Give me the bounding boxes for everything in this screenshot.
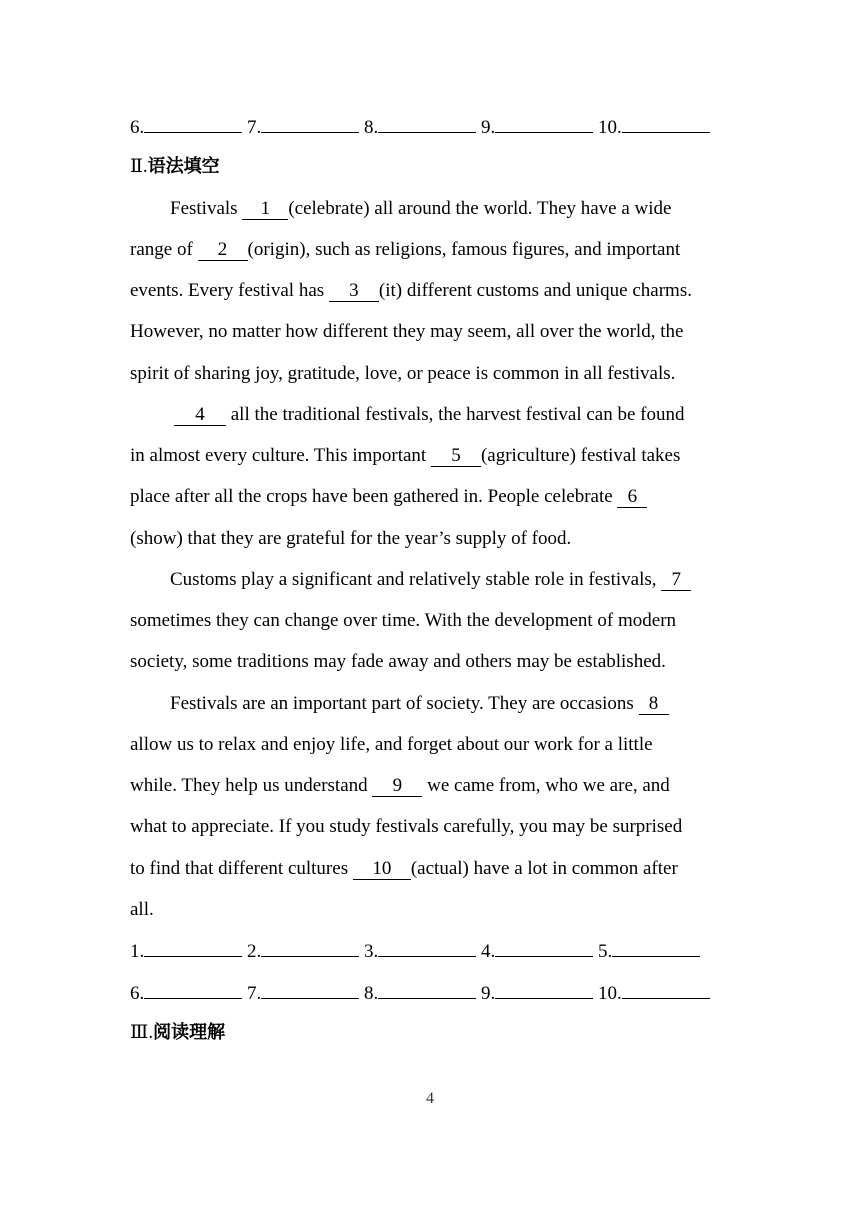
blank-8[interactable]: 8	[639, 694, 669, 715]
answer-label: 5.	[598, 941, 613, 962]
answer-blank[interactable]	[622, 980, 710, 999]
answer-blank[interactable]	[261, 114, 359, 133]
paragraph-line: place after all the crops have been gathered in. People celebrate 6	[130, 484, 730, 510]
answer-row-1	[130, 938, 730, 965]
answer-blank[interactable]	[261, 938, 359, 957]
answer-blank[interactable]	[261, 980, 359, 999]
paragraph-line: Festivals are an important part of society. They are occasions 8	[170, 691, 730, 717]
section-number: Ⅲ.	[130, 1022, 154, 1043]
paragraph-line: in almost every culture. This important 5 (agriculture) festival takes	[130, 445, 681, 466]
section-heading-reading	[130, 1020, 730, 1046]
blank-1[interactable]: 1	[242, 199, 288, 220]
paragraph-line: Customs play a significant and relatively stable role in festivals, 7	[170, 567, 730, 593]
section-title: 语法填空	[147, 156, 220, 177]
blank-7[interactable]: 7	[661, 570, 691, 591]
answer-blank[interactable]	[378, 980, 476, 999]
answer-label: 1.	[130, 941, 145, 962]
answer-label: 8.	[364, 983, 379, 1004]
answer-label: 8.	[364, 117, 379, 138]
answer-blank[interactable]	[495, 114, 593, 133]
paragraph-line: what to appreciate. If you study festivals carefully, you may be surprised	[130, 816, 683, 837]
answer-label: 6.	[130, 117, 145, 138]
answer-label: 10.	[598, 983, 622, 1004]
answer-blank[interactable]	[622, 114, 710, 133]
answer-label: 4.	[481, 941, 496, 962]
answer-blank[interactable]	[144, 938, 242, 957]
paragraph-line: However, no matter how different they may seem, all over the world, the	[130, 321, 684, 342]
answer-blank[interactable]	[144, 114, 242, 133]
section-number: Ⅱ.	[130, 156, 148, 177]
answer-row-top	[130, 114, 730, 141]
paragraph-line: allow us to relax and enjoy life, and forget about our work for a little	[130, 734, 653, 755]
paragraph-line: sometimes they can change over time. With the development of modern	[130, 610, 677, 631]
answer-label: 2.	[247, 941, 262, 962]
answer-label: 9.	[481, 117, 496, 138]
section-heading-grammar	[130, 154, 730, 180]
blank-6[interactable]: 6	[617, 487, 647, 508]
answer-label: 3.	[364, 941, 379, 962]
paragraph-line: range of 2 (origin), such as religions, famous figures, and important	[130, 239, 681, 260]
section-title: 阅读理解	[153, 1022, 226, 1043]
blank-2[interactable]: 2	[198, 240, 248, 261]
paragraph-line: Festivals 1 (celebrate) all around the world. They have a wide	[170, 198, 672, 219]
answer-blank[interactable]	[612, 938, 700, 957]
answer-label: 7.	[247, 983, 262, 1004]
answer-label: 6.	[130, 983, 145, 1004]
answer-blank[interactable]	[144, 980, 242, 999]
paragraph-line: while. They help us understand 9 we came from, who we are, and	[130, 775, 670, 796]
page-number: 4	[426, 1090, 434, 1107]
blank-5[interactable]: 5	[431, 446, 481, 467]
paragraph-line: 4 all the traditional festivals, the harvest festival can be found	[174, 402, 730, 428]
answer-label: 7.	[247, 117, 262, 138]
paragraph-line: spirit of sharing joy, gratitude, love, or peace is common in all festivals.	[130, 363, 676, 384]
paragraph-line: to find that different cultures 10 (actual) have a lot in common after	[130, 858, 678, 879]
paragraph-line: all.	[130, 899, 154, 920]
answer-label: 10.	[598, 117, 622, 138]
paragraph-line: events. Every festival has 3 (it) different customs and unique charms.	[130, 280, 692, 301]
answer-blank[interactable]	[378, 114, 476, 133]
answer-blank[interactable]	[378, 938, 476, 957]
blank-10[interactable]: 10	[353, 859, 411, 880]
blank-9[interactable]: 9	[372, 776, 422, 797]
blank-4[interactable]: 4	[174, 405, 226, 426]
paragraph-line: (show) that they are grateful for the year’s supply of food.	[130, 528, 572, 549]
answer-row-2	[130, 980, 730, 1007]
answer-label: 9.	[481, 983, 496, 1004]
answer-blank[interactable]	[495, 980, 593, 999]
blank-3[interactable]: 3	[329, 281, 379, 302]
answer-blank[interactable]	[495, 938, 593, 957]
paragraph-line: society, some traditions may fade away and others may be established.	[130, 651, 666, 672]
